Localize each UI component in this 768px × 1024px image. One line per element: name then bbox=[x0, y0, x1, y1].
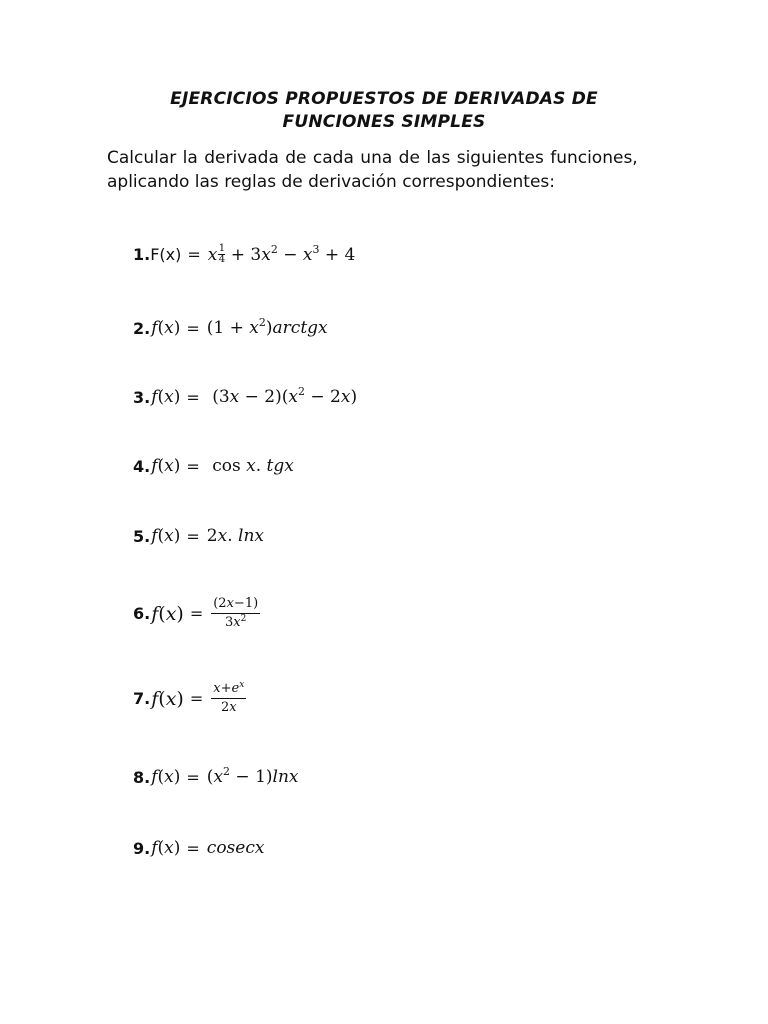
exercise-number: 2. bbox=[133, 318, 151, 338]
exercise-lhs: f(x) bbox=[151, 767, 181, 787]
exercise-number: 5. bbox=[133, 526, 151, 546]
exercise-8 bbox=[133, 767, 299, 787]
exercise-lhs: f(x) bbox=[151, 602, 184, 625]
exercise-7 bbox=[133, 681, 246, 716]
equals-sign: = bbox=[186, 526, 200, 546]
exercise-formula: cos x. tgx bbox=[206, 456, 294, 476]
equals-sign: = bbox=[186, 838, 200, 858]
exercise-1 bbox=[133, 244, 355, 265]
exercise-formula: $(x^2 - 1)\ln x$ bbox=[206, 765, 299, 787]
exercise-5 bbox=[133, 526, 264, 546]
instruction-line-1: Calcular la derivada de cada una de las siguientes funciones, bbox=[107, 148, 638, 168]
exercise-6 bbox=[133, 596, 260, 631]
title-line-2: FUNCIONES SIMPLES bbox=[282, 112, 486, 132]
exercise-lhs: f(x) bbox=[151, 318, 181, 338]
exercise-lhs: f(x) bbox=[151, 687, 184, 710]
equals-sign: = bbox=[187, 245, 201, 264]
exercise-formula: $(3x - 2)(x^2 - 2x)$ bbox=[206, 385, 358, 407]
exercise-2 bbox=[133, 318, 328, 338]
exercise-lhs: f(x) bbox=[151, 838, 181, 858]
exercise-lhs: f(x) bbox=[151, 526, 181, 546]
exercise-formula: $\frac{x+e^x}{2x}$ bbox=[213, 680, 245, 715]
equals-sign: = bbox=[189, 604, 204, 623]
exercise-number: 9. bbox=[133, 838, 151, 858]
exercise-number: 4. bbox=[133, 456, 151, 476]
exercise-formula: 2x. lnx bbox=[206, 526, 265, 546]
exercise-formula: x $\frac{1}{4}$ + $3x^2 - x^3 + 4$ bbox=[207, 243, 356, 265]
exercise-lhs: F(x) bbox=[150, 245, 182, 264]
exercise-formula: $\frac{(2x-1)}{3x^2}$ bbox=[213, 596, 259, 630]
exercise-formula: cosecx bbox=[206, 838, 265, 858]
exercise-number: 6. bbox=[133, 604, 151, 623]
instruction-line-2: aplicando las reglas de derivación correspondientes: bbox=[107, 172, 555, 192]
exercise-lhs: f(x) bbox=[151, 387, 181, 407]
equals-sign: = bbox=[186, 387, 200, 407]
exercise-number: 8. bbox=[133, 767, 151, 787]
exercise-number: 7. bbox=[133, 689, 151, 708]
title-line-1: EJERCICIOS PROPUESTOS DE DERIVADAS DE bbox=[170, 89, 598, 109]
exercise-number: 3. bbox=[133, 387, 151, 407]
equals-sign: = bbox=[189, 689, 204, 708]
exercise-4 bbox=[133, 456, 294, 476]
exercise-number: 1. bbox=[133, 245, 151, 264]
exercise-3 bbox=[133, 387, 357, 407]
equals-sign: = bbox=[186, 767, 200, 787]
equals-sign: = bbox=[186, 318, 200, 338]
exercise-lhs: f(x) bbox=[151, 456, 181, 476]
exercise-9 bbox=[133, 838, 264, 858]
exercise-formula: $(1 + x^2)arctgx$ bbox=[206, 316, 328, 338]
equals-sign: = bbox=[186, 456, 200, 476]
